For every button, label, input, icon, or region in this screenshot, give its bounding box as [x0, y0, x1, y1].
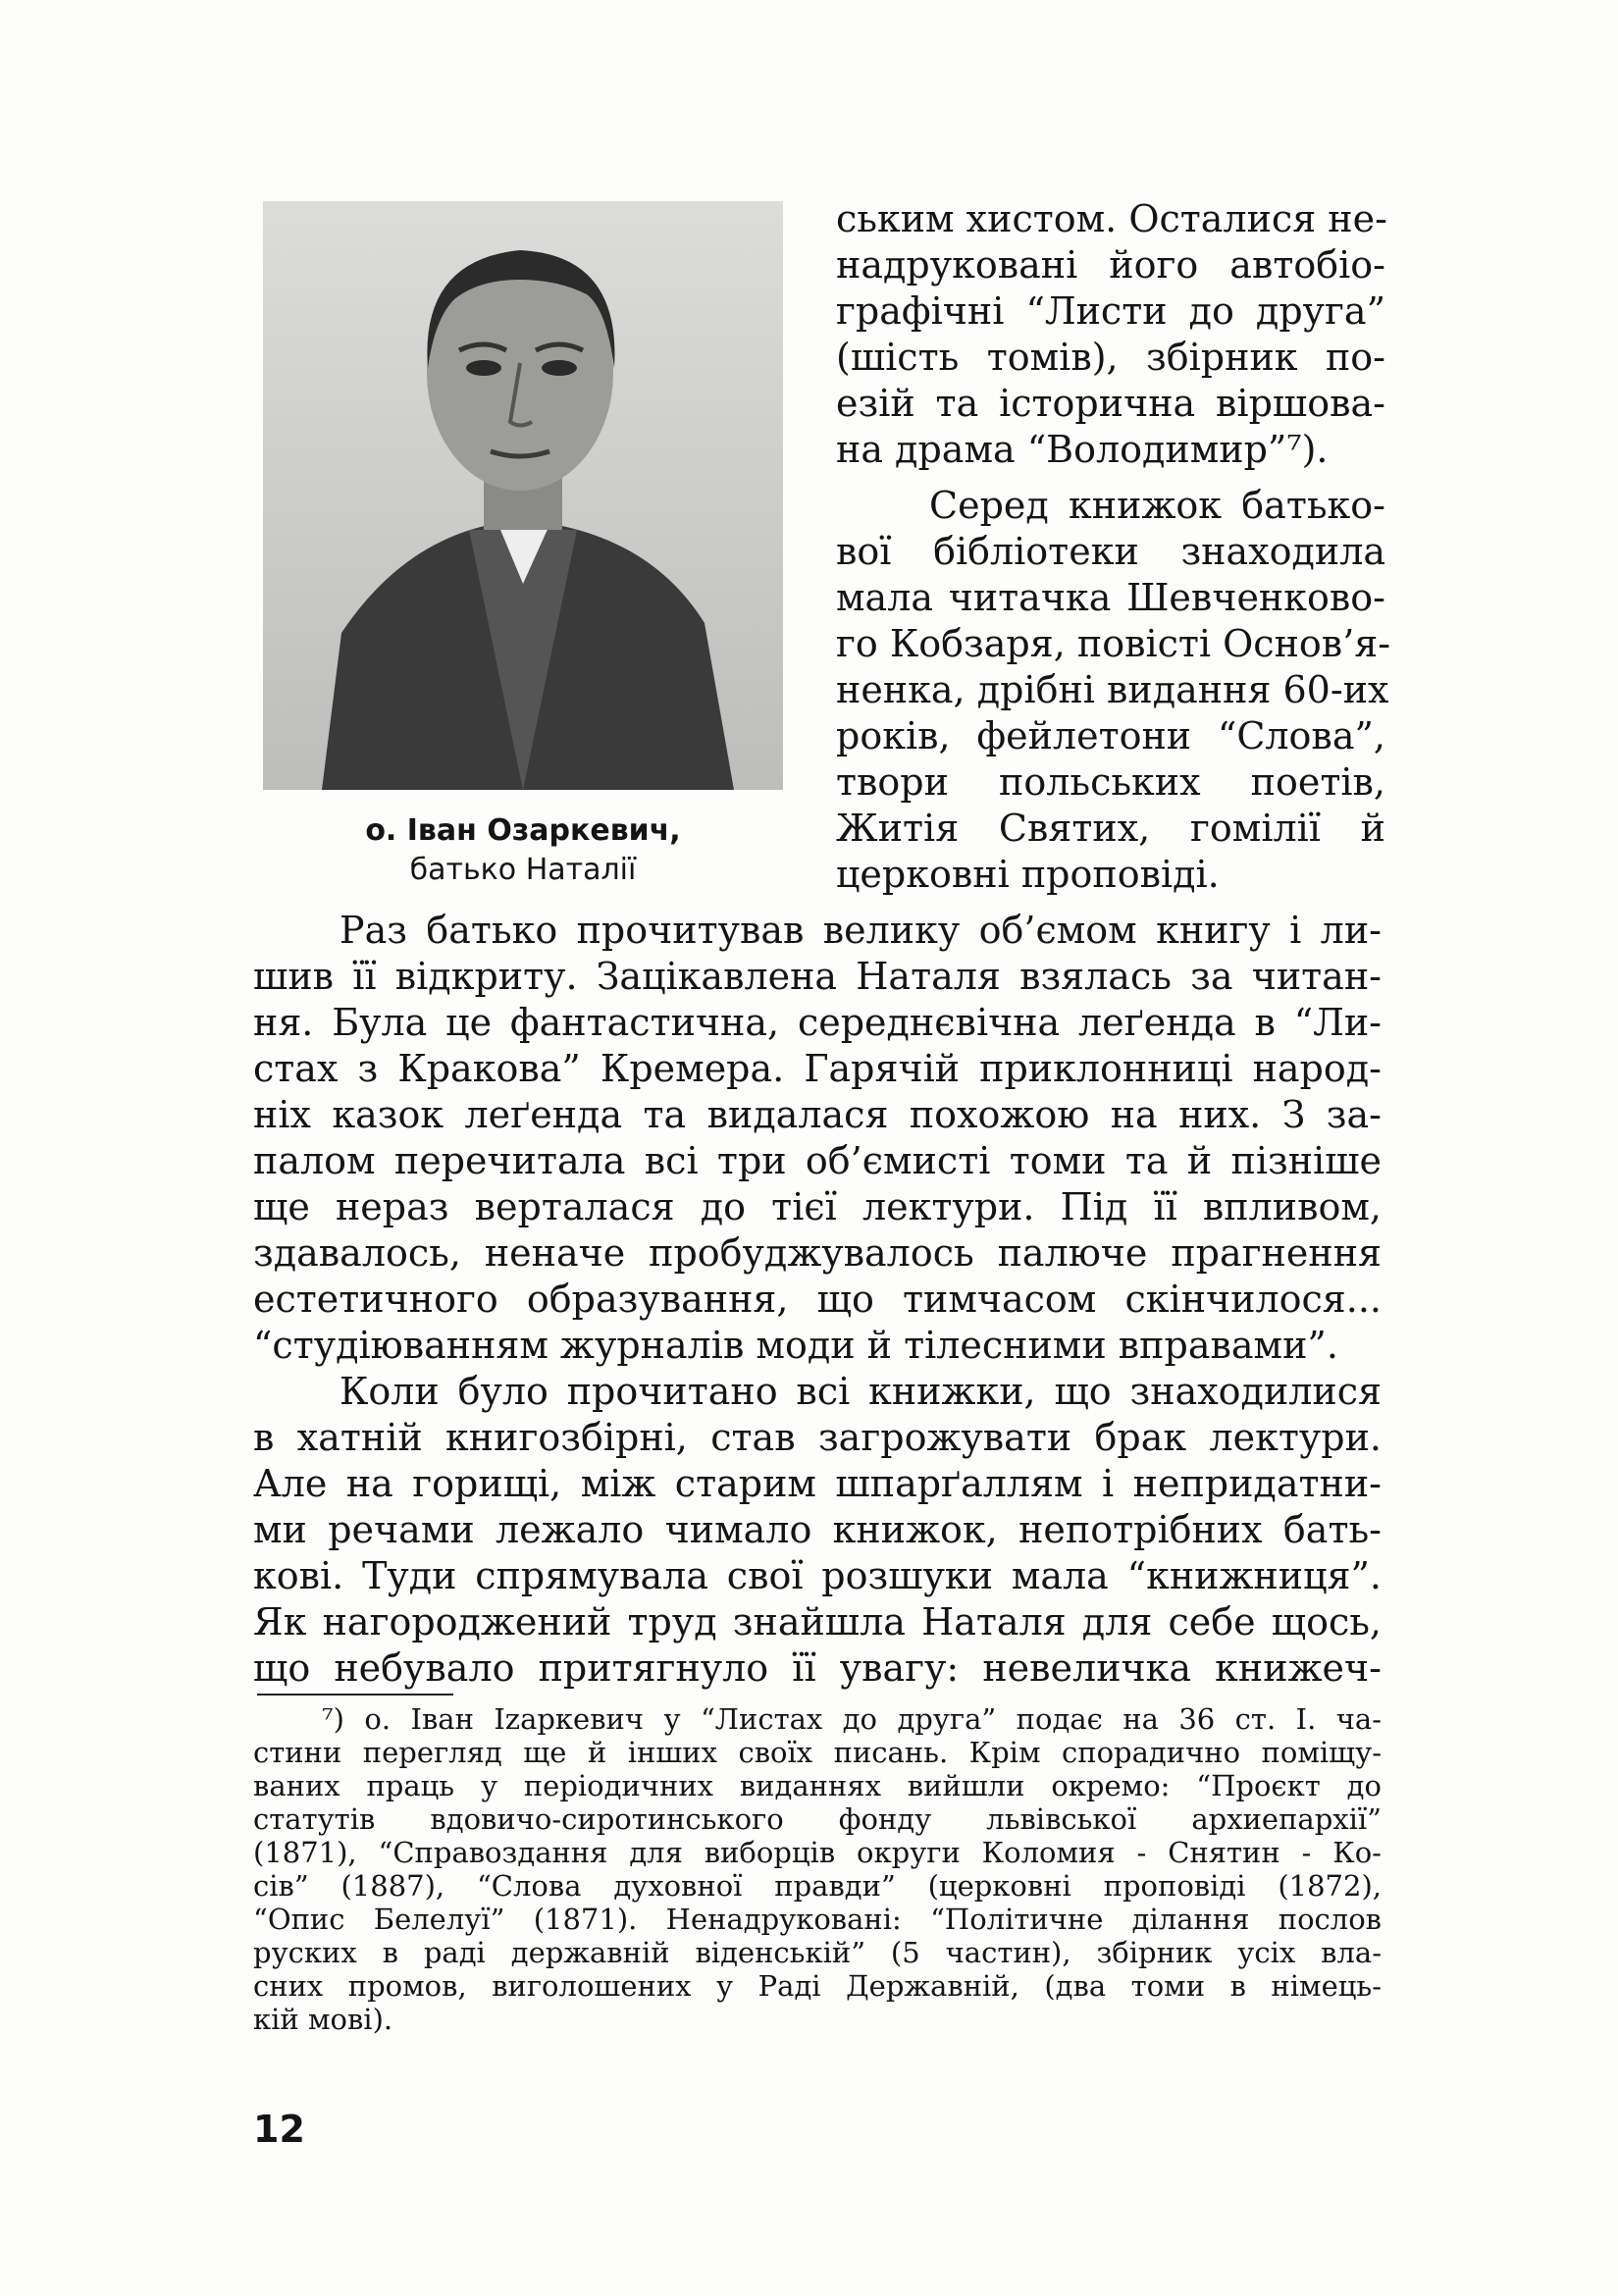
footnote-line: статутів вдовичо-сиротинського фонду львівської архиепархії”	[253, 1802, 1382, 1836]
text-line: мала читачка Шевченково-	[836, 576, 1385, 619]
text-line: палом перечитала всі три об’ємисті томи та й пізніше	[253, 1139, 1382, 1182]
caption-name: о. Іван Озаркевич,	[365, 813, 681, 848]
text-line: ським хистом. Осталися не-	[836, 197, 1387, 240]
main-body-text	[253, 908, 1382, 1692]
text-line: езій та історична віршова-	[836, 382, 1385, 425]
footnote-line: кій мові).	[253, 2003, 393, 2036]
text-line: Житія Святих, гомілії й	[836, 807, 1385, 850]
footnote-line: ⁷) о. Іван Іzаркевич у “Листах до друга” подає на 36 ст. І. ча-	[322, 1702, 1382, 1736]
footnote-line: сів” (1887), “Слова духовної правди” (церковні проповіді (1872),	[253, 1869, 1382, 1903]
text-line: го Кобзаря, повісті Основ’я-	[836, 622, 1391, 665]
text-line: Серед книжок батько-	[929, 484, 1385, 527]
footnote-divider	[257, 1694, 453, 1696]
portrait-photo	[263, 201, 783, 790]
text-line: (шість томів), збірник по-	[836, 336, 1385, 379]
paragraph	[836, 196, 1385, 473]
text-line: ще нераз верталася до тієї лектури. Під її впливом,	[253, 1185, 1382, 1228]
text-line: твори польських поетів,	[836, 760, 1385, 804]
text-line: Як нагороджений труд знайшла Наталя для себе щось,	[253, 1600, 1382, 1644]
text-line: на драма “Володимир”⁷).	[836, 428, 1329, 471]
portrait-illustration	[263, 201, 783, 790]
text-line: естетичного образування, що тимчасом скінчилося...	[253, 1278, 1382, 1321]
text-line: шив її відкриту. Зацікавлена Наталя взялась за читан-	[253, 955, 1382, 998]
footnote-line: сних промов, виголошених у Раді Державній, (два томи в німець-	[253, 1969, 1382, 2003]
text-line: що небувало притягнуло її увагу: невеличка книжеч-	[253, 1646, 1382, 1690]
paragraph	[253, 908, 1382, 1369]
footnote-line: “Опис Белелуї” (1871). Ненадруковані: “Політичне ділання послов	[253, 1903, 1382, 1936]
footnote-line: стини перегляд ще й інших своїх писань. Крім спорадично поміщу-	[253, 1736, 1382, 1769]
portrait-caption	[263, 811, 783, 890]
footnote-line: (1871), “Справоздання для виборців округи Коломия - Снятин - Ко-	[253, 1836, 1382, 1869]
text-line: графічні “Листи до друга”	[836, 289, 1385, 333]
text-line: здавалось, неначе пробуджувалось палюче прагнення	[253, 1231, 1382, 1275]
text-line: надруковані його автобіо-	[836, 243, 1385, 287]
text-line: в хатній книгозбірні, став загрожувати брак лектури.	[253, 1416, 1382, 1459]
text-line: вої бібліотеки знаходила	[836, 530, 1385, 573]
text-line: років, фейлетони “Слова”,	[836, 714, 1385, 757]
text-line: ня. Була це фантастична, середнєвічна леґенда в “Ли-	[253, 1001, 1382, 1044]
text-line: стах з Кракова” Кремера. Гарячій приклонниці народ-	[253, 1047, 1382, 1090]
text-line: Раз батько прочитував велику об’ємом книгу і ли-	[339, 909, 1382, 952]
footnote	[253, 1702, 1382, 2036]
text-line: ми речами лежало чимало книжок, непотрібних бать-	[253, 1508, 1382, 1551]
text-line: церковні проповіді.	[836, 853, 1220, 896]
paragraph	[836, 483, 1391, 898]
right-column-text	[836, 196, 1391, 898]
footnote-line: ваних праць у періодичних виданнях вийшли окремо: “Проєкт до	[253, 1769, 1382, 1802]
page-number: 12	[253, 2108, 305, 2151]
portrait-figure	[263, 201, 783, 890]
footnote-line: руских в раді державній віденській” (5 частин), збірник усіх вла-	[253, 1936, 1382, 1969]
paragraph	[253, 1369, 1382, 1692]
text-line: Коли було прочитано всі книжки, що знаходилися	[339, 1370, 1382, 1413]
text-line: кові. Туди спрямувала свої розшуки мала “книжниця”.	[253, 1554, 1382, 1597]
text-line: ненка, дрібні видання 60-их	[836, 668, 1389, 711]
text-line: “студіюванням журналів моди й тілесними вправами”.	[253, 1324, 1338, 1367]
caption-description: батько Наталії	[409, 853, 637, 887]
text-line: ніх казок леґенда та видалася похожою на них. З за-	[253, 1093, 1382, 1136]
text-line: Але на горищі, між старим шпарґаллям і непридатни-	[253, 1462, 1382, 1505]
